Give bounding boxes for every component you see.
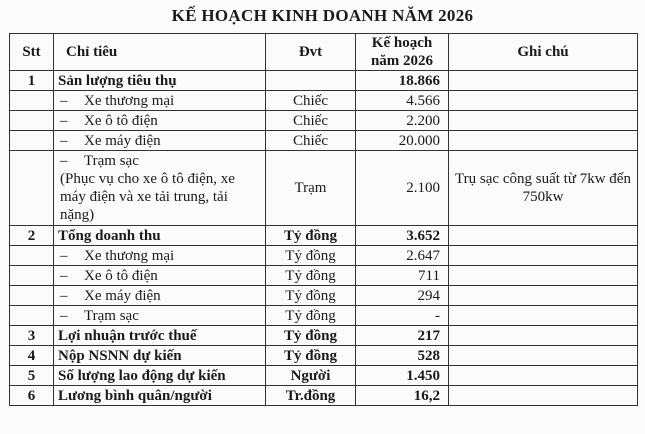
- row-unit: Tr.đồng: [266, 386, 356, 406]
- row-unit: Trạm: [266, 151, 356, 226]
- row-stt: [10, 266, 54, 286]
- row-note: [449, 366, 638, 386]
- dash-marker: –: [60, 267, 68, 284]
- row-indicator: [54, 306, 266, 326]
- row-indicator: [54, 266, 266, 286]
- row-stt: 4: [10, 346, 54, 366]
- row-unit: Chiếc: [266, 91, 356, 111]
- row-value: 2.200: [356, 111, 449, 131]
- table-row: [10, 91, 638, 111]
- row-unit: Tỷ đồng: [266, 286, 356, 306]
- row-unit: [266, 71, 356, 91]
- row-indicator-label: Trạm sạc: [84, 153, 139, 169]
- table-row: [10, 111, 638, 131]
- header-row: [10, 34, 638, 71]
- row-indicator: Lợi nhuận trước thuế: [54, 326, 266, 346]
- row-value: 20.000: [356, 131, 449, 151]
- header-unit: Đvt: [266, 34, 356, 71]
- header-stt: Stt: [10, 34, 54, 71]
- row-note: [449, 286, 638, 306]
- row-unit: Người: [266, 366, 356, 386]
- row-value: 528: [356, 346, 449, 366]
- row-indicator-label: Trạm sạc: [84, 307, 139, 324]
- row-indicator: [54, 151, 266, 226]
- business-plan-table: [9, 33, 638, 406]
- row-note: [449, 306, 638, 326]
- row-value: 2.100: [356, 151, 449, 226]
- row-indicator: Tổng doanh thu: [54, 226, 266, 246]
- table-row: [10, 326, 638, 346]
- row-value: -: [356, 306, 449, 326]
- row-indicator: Số lượng lao động dự kiến: [54, 366, 266, 386]
- row-note: [449, 266, 638, 286]
- row-indicator-label: Xe ô tô điện: [84, 267, 158, 284]
- row-indicator: Lương bình quân/người: [54, 386, 266, 406]
- table-row: [10, 226, 638, 246]
- row-value: 16,2: [356, 386, 449, 406]
- row-value: 4.566: [356, 91, 449, 111]
- row-stt: [10, 91, 54, 111]
- dash-marker: –: [60, 247, 68, 264]
- row-stt: [10, 151, 54, 226]
- row-note: [449, 386, 638, 406]
- row-indicator: [54, 111, 266, 131]
- row-value: 711: [356, 266, 449, 286]
- row-stt: [10, 286, 54, 306]
- row-indicator: [54, 131, 266, 151]
- row-indicator-label: Xe máy điện: [84, 132, 161, 149]
- row-indicator-label: Xe ô tô điện: [84, 112, 158, 129]
- row-unit: Tỷ đồng: [266, 326, 356, 346]
- row-value: 18.866: [356, 71, 449, 91]
- row-note: [449, 346, 638, 366]
- row-unit: Tỷ đồng: [266, 226, 356, 246]
- row-stt: 6: [10, 386, 54, 406]
- row-value: 1.450: [356, 366, 449, 386]
- row-note: [449, 326, 638, 346]
- row-note: [449, 111, 638, 131]
- row-indicator-label: Xe thương mại: [84, 247, 175, 264]
- row-stt: [10, 111, 54, 131]
- table-row: [10, 366, 638, 386]
- table-row: [10, 71, 638, 91]
- row-stt: [10, 131, 54, 151]
- table-row: [10, 346, 638, 366]
- row-stt: 2: [10, 226, 54, 246]
- row-unit: Tỷ đồng: [266, 246, 356, 266]
- table-row: [10, 286, 638, 306]
- row-unit: Chiếc: [266, 131, 356, 151]
- row-indicator: Sản lượng tiêu thụ: [54, 71, 266, 91]
- row-note: [449, 71, 638, 91]
- table-row: [10, 151, 638, 226]
- dash-marker: –: [60, 92, 68, 109]
- row-indicator-label: Xe máy điện: [84, 287, 161, 304]
- row-value: 2.647: [356, 246, 449, 266]
- header-plan-line2: năm 2026: [370, 53, 434, 69]
- table-row: [10, 246, 638, 266]
- header-plan-line1: Kế hoạch: [371, 35, 433, 51]
- dash-marker: –: [60, 153, 68, 169]
- row-stt: 3: [10, 326, 54, 346]
- dash-marker: –: [60, 112, 68, 129]
- header-indicator: Chỉ tiêu: [54, 34, 266, 71]
- row-note: [449, 226, 638, 246]
- row-indicator: [54, 286, 266, 306]
- row-indicator: [54, 246, 266, 266]
- row-unit: Tỷ đồng: [266, 266, 356, 286]
- row-unit: Tỷ đồng: [266, 306, 356, 326]
- row-value: 294: [356, 286, 449, 306]
- dash-marker: –: [60, 287, 68, 304]
- row-stt: [10, 246, 54, 266]
- row-indicator-detail: (Phục vụ cho xe ô tô điện, xe máy điện và xe tải trung, tải nặng): [60, 171, 235, 223]
- row-stt: 1: [10, 71, 54, 91]
- table-row: [10, 131, 638, 151]
- row-indicator: [54, 91, 266, 111]
- page-title: KẾ HOẠCH KINH DOANH NĂM 2026: [171, 6, 474, 25]
- row-value: 217: [356, 326, 449, 346]
- dash-marker: –: [60, 307, 68, 324]
- row-indicator: Nộp NSNN dự kiến: [54, 346, 266, 366]
- row-indicator-label: Xe thương mại: [84, 92, 175, 109]
- table-row: [10, 306, 638, 326]
- dash-marker: –: [60, 132, 68, 149]
- header-note: Ghi chú: [449, 34, 638, 71]
- row-unit: Chiếc: [266, 111, 356, 131]
- row-stt: [10, 306, 54, 326]
- row-stt: 5: [10, 366, 54, 386]
- row-note: [449, 246, 638, 266]
- row-value: 3.652: [356, 226, 449, 246]
- row-unit: Tỷ đồng: [266, 346, 356, 366]
- row-note: [449, 131, 638, 151]
- table-row: [10, 266, 638, 286]
- row-note: Trụ sạc công suất từ 7kw đến 750kw: [449, 151, 638, 226]
- table-row: [10, 386, 638, 406]
- header-plan: [356, 34, 449, 71]
- row-note: [449, 91, 638, 111]
